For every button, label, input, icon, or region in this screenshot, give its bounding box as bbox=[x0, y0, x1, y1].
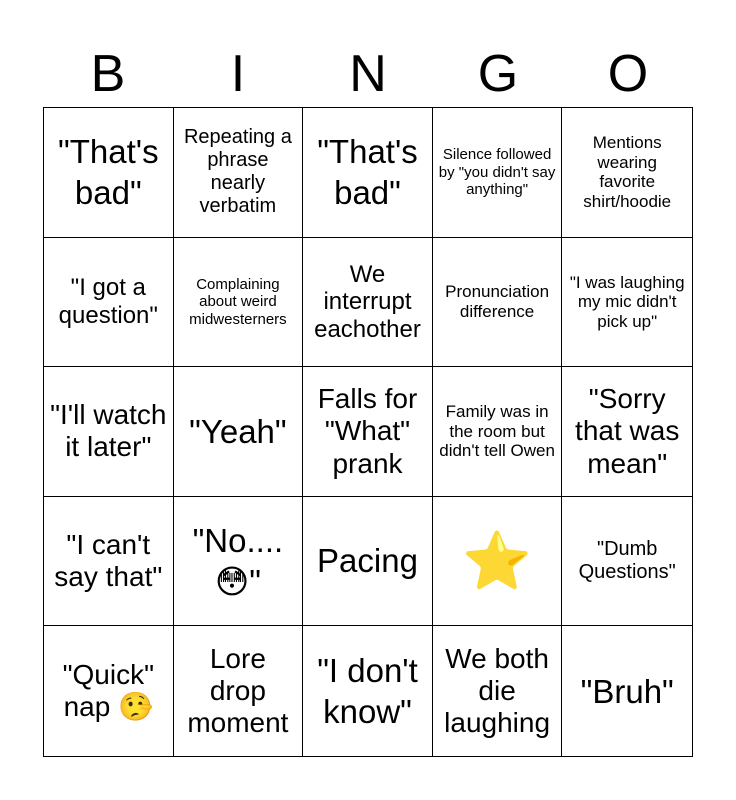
cell-text: Lore drop moment bbox=[187, 642, 289, 739]
cell-text: "I was laughing my mic didn't pick up" bbox=[569, 272, 685, 331]
cell-text: "Yeah" bbox=[189, 412, 287, 450]
cell-text: "I don't know" bbox=[317, 651, 418, 731]
header-letter-b: B bbox=[90, 45, 126, 103]
bingo-cell-r4c2[interactable] bbox=[174, 497, 304, 627]
cell-text: Mentions wearing favorite shirt/hoodie bbox=[583, 133, 672, 211]
bingo-cell-r4c3[interactable] bbox=[303, 497, 433, 627]
cell-text: Silence followed by "you didn't say anything" bbox=[438, 146, 556, 198]
bingo-cell-r5c5[interactable] bbox=[562, 626, 692, 756]
bingo-cell-r2c1[interactable] bbox=[44, 238, 174, 368]
bingo-cell-r1c2[interactable] bbox=[174, 108, 304, 238]
cell-text: "Dumb Questions" bbox=[578, 538, 676, 584]
bingo-cell-r4c1[interactable] bbox=[44, 497, 174, 627]
bingo-cell-r3c2[interactable] bbox=[174, 367, 304, 497]
bingo-cell-r3c1[interactable] bbox=[44, 367, 174, 497]
cell-text: Complaining about weird midwesterners bbox=[189, 276, 287, 328]
cell-text: Falls for "What" prank bbox=[317, 383, 418, 479]
cell-text: Family was in the room but didn't tell Owen bbox=[439, 402, 555, 461]
bingo-header bbox=[43, 40, 693, 108]
header-letter-n: N bbox=[349, 45, 387, 103]
header-letter-i: I bbox=[230, 45, 246, 103]
cell-text: "I got a question" bbox=[58, 274, 158, 329]
cell-text: Repeating a phrase nearly verbatim bbox=[183, 126, 292, 218]
bingo-cell-r3c3[interactable] bbox=[303, 367, 433, 497]
cell-text: "That's bad" bbox=[58, 133, 159, 212]
cell-text: We interrupt eachother bbox=[314, 260, 421, 343]
bingo-cell-r2c3[interactable] bbox=[303, 238, 433, 368]
bingo-cell-r2c2[interactable] bbox=[174, 238, 304, 368]
bingo-cell-free-star[interactable] bbox=[433, 497, 563, 627]
cell-text: Pronunciation difference bbox=[445, 282, 550, 321]
bingo-cell-r4c5[interactable] bbox=[562, 497, 692, 627]
bingo-cell-r2c5[interactable] bbox=[562, 238, 692, 368]
cell-text: "No.... 😳" bbox=[192, 521, 284, 601]
bingo-cell-r5c1[interactable] bbox=[44, 626, 174, 756]
cell-text: "I'll watch it later" bbox=[50, 399, 167, 463]
cell-text: We both die laughing bbox=[444, 642, 551, 739]
bingo-cell-r3c4[interactable] bbox=[433, 367, 563, 497]
header-letter-o: O bbox=[607, 45, 649, 103]
cell-text: "That's bad" bbox=[317, 133, 418, 212]
cell-text: Pacing bbox=[317, 542, 418, 580]
header-letter-g: G bbox=[477, 45, 519, 103]
bingo-cell-r1c5[interactable] bbox=[562, 108, 692, 238]
bingo-cell-r5c4[interactable] bbox=[433, 626, 563, 756]
cell-text: "Sorry that was mean" bbox=[575, 383, 680, 479]
bingo-cell-r1c4[interactable] bbox=[433, 108, 563, 238]
bingo-cell-r2c4[interactable] bbox=[433, 238, 563, 368]
cell-text: "I can't say that" bbox=[54, 528, 163, 593]
bingo-board bbox=[43, 107, 693, 757]
bingo-cell-r1c1[interactable] bbox=[44, 108, 174, 238]
bingo-cell-r3c5[interactable] bbox=[562, 367, 692, 497]
star-icon: ⭐ bbox=[462, 528, 532, 592]
bingo-cell-r5c3[interactable] bbox=[303, 626, 433, 756]
bingo-cell-r1c3[interactable] bbox=[303, 108, 433, 238]
cell-text: "Quick" nap 🤥 bbox=[62, 659, 155, 723]
cell-text: "Bruh" bbox=[580, 672, 674, 710]
bingo-cell-r5c2[interactable] bbox=[174, 626, 304, 756]
